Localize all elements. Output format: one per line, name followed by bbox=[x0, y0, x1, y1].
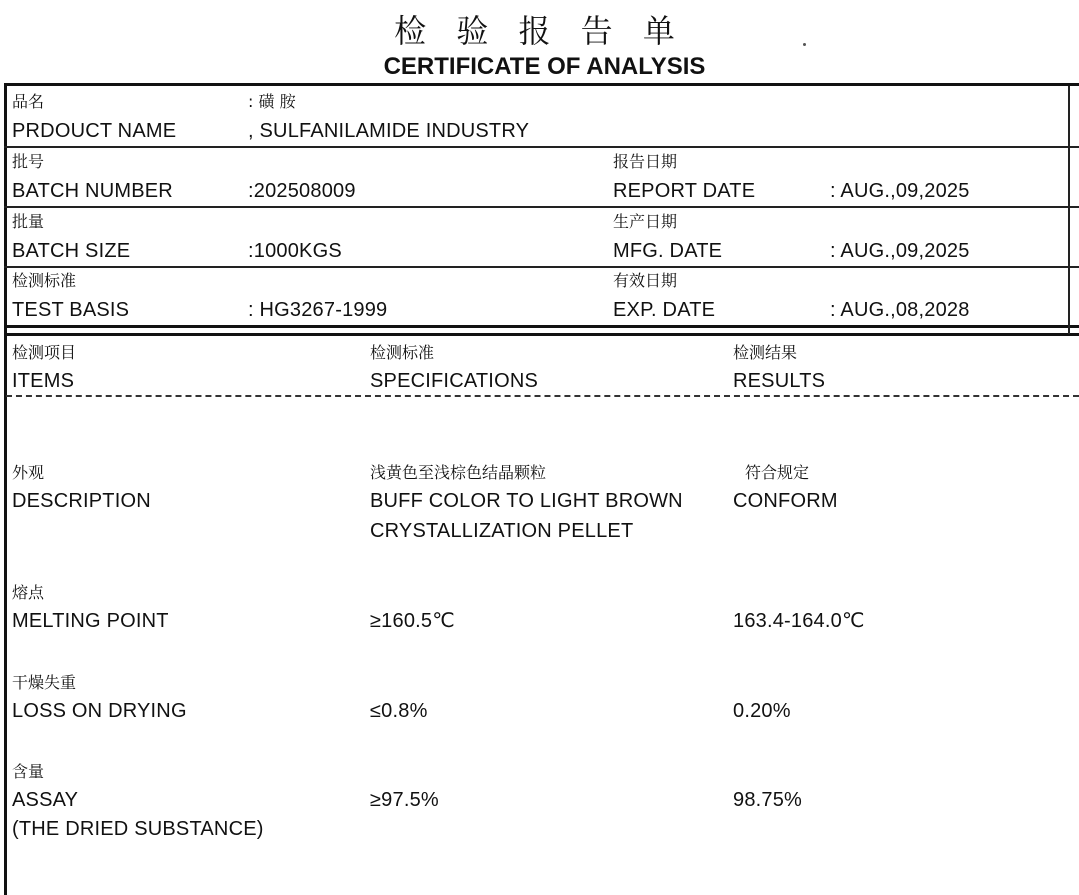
melting-point-cn-item: 熔点 bbox=[12, 583, 45, 602]
melting-point-item: MELTING POINT bbox=[12, 610, 169, 632]
melting-point-spec: ≥160.5℃ bbox=[370, 610, 455, 632]
batch-size-value: :1000KGS bbox=[248, 240, 342, 262]
batch-number-label: BATCH NUMBER bbox=[12, 180, 173, 202]
divider-batch-size bbox=[4, 266, 1079, 268]
loss-on-drying-spec: ≤0.8% bbox=[370, 700, 428, 722]
product-name-cn-label: 品名 bbox=[12, 92, 45, 111]
assay-item: ASSAY bbox=[12, 789, 79, 811]
melting-point-result: 163.4-164.0℃ bbox=[733, 610, 865, 632]
test-basis-value: : HG3267-1999 bbox=[248, 299, 388, 321]
loss-on-drying-item: LOSS ON DRYING bbox=[12, 700, 187, 722]
header-dashed-divider bbox=[6, 395, 1079, 397]
description-result: CONFORM bbox=[733, 490, 838, 512]
report-date-cn-label: 报告日期 bbox=[613, 152, 678, 171]
exp-date-cn-label: 有效日期 bbox=[613, 271, 678, 290]
loss-on-drying-result: 0.20% bbox=[733, 700, 791, 722]
info-right-border bbox=[1068, 86, 1070, 334]
product-name-cn-value: : 磺 胺 bbox=[248, 92, 296, 111]
results-cn-header: 检测结果 bbox=[733, 343, 798, 362]
exp-date-label: EXP. DATE bbox=[613, 299, 716, 321]
assay-result: 98.75% bbox=[733, 789, 803, 811]
product-name-label: PRDOUCT NAME bbox=[12, 120, 177, 142]
specifications-cn-header: 检测标准 bbox=[370, 343, 435, 362]
assay-cn-item: 含量 bbox=[12, 762, 45, 781]
specifications-header: SPECIFICATIONS bbox=[370, 370, 539, 392]
divider-test-basis-lower bbox=[4, 333, 1079, 336]
divider-test-basis-upper bbox=[4, 325, 1079, 328]
loss-on-drying-cn-item: 干燥失重 bbox=[12, 673, 77, 692]
divider-product bbox=[4, 146, 1079, 148]
mfg-date-cn-label: 生产日期 bbox=[613, 212, 678, 231]
exp-date-value: : AUG.,08,2028 bbox=[830, 299, 970, 321]
document-frame bbox=[4, 83, 1079, 895]
description-cn-item: 外观 bbox=[12, 463, 45, 482]
description-cn-spec: 浅黄色至浅棕色结晶颗粒 bbox=[370, 463, 547, 482]
items-header: ITEMS bbox=[12, 370, 75, 392]
report-date-label: REPORT DATE bbox=[613, 180, 756, 202]
mfg-date-label: MFG. DATE bbox=[613, 240, 723, 262]
batch-size-cn-label: 批量 bbox=[12, 212, 45, 231]
description-cn-result: 符合规定 bbox=[745, 463, 810, 482]
divider-batch bbox=[4, 206, 1079, 208]
description-spec-line2: CRYSTALLIZATION PELLET bbox=[370, 520, 634, 542]
title-chinese: 检 验 报 告 单 bbox=[394, 12, 685, 50]
description-spec-line1: BUFF COLOR TO LIGHT BROWN bbox=[370, 490, 683, 512]
test-basis-label: TEST BASIS bbox=[12, 299, 130, 321]
items-cn-header: 检测项目 bbox=[12, 343, 77, 362]
scan-speck bbox=[803, 43, 806, 46]
mfg-date-value: : AUG.,09,2025 bbox=[830, 240, 970, 262]
title-english: CERTIFICATE OF ANALYSIS bbox=[383, 53, 706, 80]
product-name-value: , SULFANILAMIDE INDUSTRY bbox=[248, 120, 530, 142]
test-basis-cn-label: 检测标准 bbox=[12, 271, 77, 290]
assay-spec: ≥97.5% bbox=[370, 789, 439, 811]
batch-number-value: :202508009 bbox=[248, 180, 356, 202]
assay-item-note: (THE DRIED SUBSTANCE) bbox=[12, 818, 264, 840]
report-date-value: : AUG.,09,2025 bbox=[830, 180, 970, 202]
batch-size-label: BATCH SIZE bbox=[12, 240, 131, 262]
batch-number-cn-label: 批号 bbox=[12, 152, 45, 171]
results-header: RESULTS bbox=[733, 370, 826, 392]
description-item: DESCRIPTION bbox=[12, 490, 151, 512]
